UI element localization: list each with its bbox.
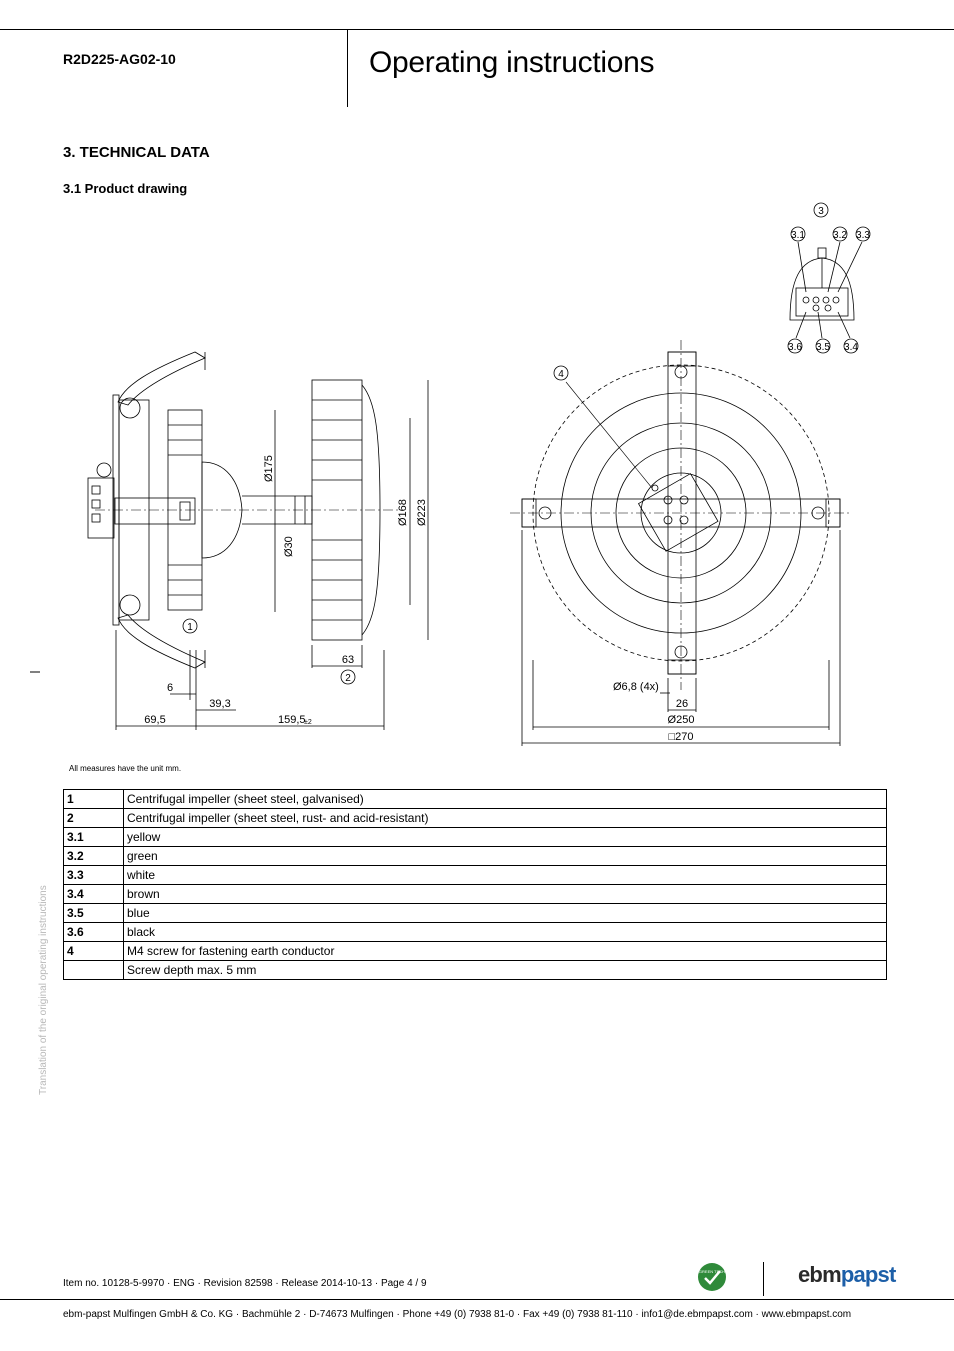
- logo-papst: papst: [840, 1262, 896, 1287]
- legend-key: [64, 961, 124, 980]
- callout-3-2: 3.2: [833, 230, 847, 241]
- ebmpapst-logo: [798, 1262, 896, 1288]
- callout-3-1: 3.1: [791, 230, 805, 241]
- legend-value: brown: [124, 885, 887, 904]
- dim-270: □270: [668, 731, 694, 743]
- callouts: [183, 203, 870, 684]
- legend-value: white: [124, 866, 887, 885]
- subsection-title: 3.1 Product drawing: [63, 181, 188, 196]
- callout-2: 2: [345, 673, 351, 684]
- dim-d6-8: Ø6,8 (4x): [613, 681, 659, 693]
- legend-value: Screw depth max. 5 mm: [124, 961, 887, 980]
- header-divider: [347, 29, 348, 107]
- callout-4: 4: [558, 369, 564, 380]
- units-note: All measures have the unit mm.: [69, 764, 182, 773]
- legend-row: [64, 942, 887, 961]
- dim-39-3: 39,3: [209, 698, 231, 710]
- dim-159-5: 159,5: [278, 714, 306, 726]
- legend-key: 3.4: [64, 885, 124, 904]
- legend-value: blue: [124, 904, 887, 923]
- legend-row: [64, 961, 887, 980]
- legend-key: 2: [64, 809, 124, 828]
- legend-row: [64, 828, 887, 847]
- dim-159-5-tolerance: ±2: [304, 719, 312, 726]
- legend-value: Centrifugal impeller (sheet steel, rust- and acid-resistant): [124, 809, 887, 828]
- footer-logo-divider: [763, 1262, 764, 1296]
- side-translation-note: Translation of the original operating instructions: [38, 885, 49, 1095]
- dim-d223: Ø223: [416, 499, 428, 526]
- legend-key: 3.5: [64, 904, 124, 923]
- legend-row: [64, 923, 887, 942]
- connection-detail: [790, 242, 862, 338]
- dim-26: 26: [675, 698, 689, 710]
- badge-label: GREEN TECH: [698, 1269, 726, 1274]
- callout-3-5: 3.5: [816, 342, 830, 353]
- callout-3-3: 3.3: [856, 230, 870, 241]
- legend-row: [64, 885, 887, 904]
- side-view: [88, 352, 428, 730]
- legend-row: [64, 790, 887, 809]
- legend-value: Centrifugal impeller (sheet steel, galvanised): [124, 790, 887, 809]
- legend-value: yellow: [124, 828, 887, 847]
- callout-3-6: 3.6: [788, 342, 802, 353]
- legend-row: [64, 809, 887, 828]
- legend-value: black: [124, 923, 887, 942]
- logo-ebm: ebm: [798, 1262, 841, 1287]
- dim-d168: Ø168: [397, 499, 409, 526]
- dim-63: 63: [341, 654, 355, 666]
- dim-d250: Ø250: [667, 714, 695, 726]
- legend-key: 3.6: [64, 923, 124, 942]
- dim-d175: Ø175: [263, 455, 275, 482]
- legend-key: 3.1: [64, 828, 124, 847]
- legend-value: M4 screw for fastening earth conductor: [124, 942, 887, 961]
- dim-d30: Ø30: [283, 536, 295, 557]
- legend-key: 4: [64, 942, 124, 961]
- legend-table: [63, 789, 887, 980]
- front-view: [510, 340, 852, 746]
- legend-row: [64, 847, 887, 866]
- dim-6: 6: [166, 682, 174, 694]
- callout-3: 3: [818, 206, 824, 217]
- legend-row: [64, 904, 887, 923]
- header-top-rule: [0, 29, 954, 30]
- document-title: Operating instructions: [369, 46, 655, 79]
- legend-key: 1: [64, 790, 124, 809]
- green-tech-badge: [697, 1262, 727, 1292]
- legend-key: 3.2: [64, 847, 124, 866]
- dim-69-5: 69,5: [144, 714, 166, 726]
- footer-rule: [0, 1299, 954, 1300]
- legend-value: green: [124, 847, 887, 866]
- callout-3-4: 3.4: [844, 342, 858, 353]
- item-info: Item no. 10128-5-9970 · ENG · Revision 82598 · Release 2014-10-13 · Page 4 / 9: [63, 1278, 427, 1289]
- section-title: 3. TECHNICAL DATA: [63, 144, 210, 161]
- model-number: R2D225-AG02-10: [63, 51, 176, 67]
- product-drawing: [0, 195, 954, 755]
- contact-info: ebm-papst Mulfingen GmbH & Co. KG · Bachmühle 2 · D-74673 Mulfingen · Phone +49 (0) 7938 81-0 · Fax +49 (0) 7938 81-110 · info1@de.ebmpapst.com · www.ebmpapst.com: [63, 1309, 852, 1320]
- legend-row: [64, 866, 887, 885]
- legend-key: 3.3: [64, 866, 124, 885]
- callout-1: 1: [187, 622, 193, 633]
